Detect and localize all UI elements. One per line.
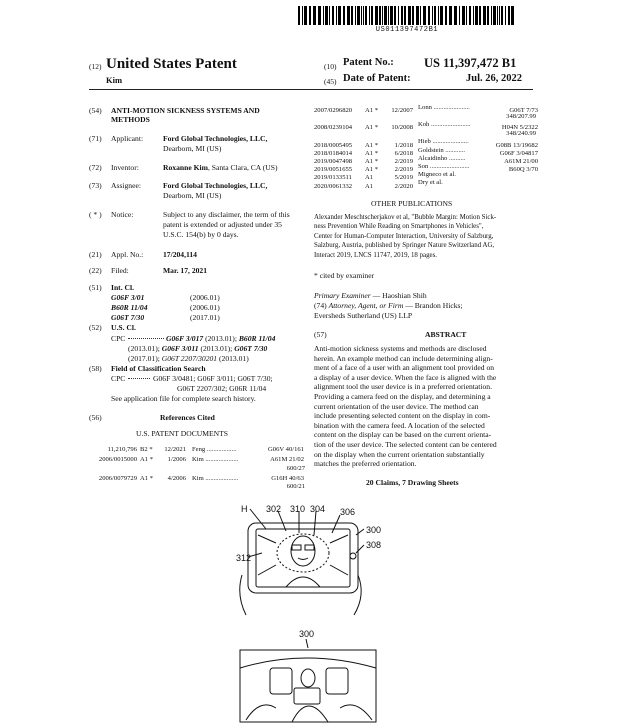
doc-name: Goldstein ............ xyxy=(418,146,466,154)
claims-summary: 20 Claims, 7 Drawing Sheets xyxy=(366,478,459,487)
barcode-bar xyxy=(401,6,403,25)
barcode-bar xyxy=(398,6,399,25)
intcl-label: Int. Cl. xyxy=(111,283,134,292)
cpc-class-c: G06F 3/011 xyxy=(161,344,199,353)
doc-kind: B2 * xyxy=(140,446,153,453)
barcode-bar xyxy=(338,6,341,25)
cpc-class-d: G06T 7/30 xyxy=(234,344,268,353)
intcl-ver-1: (2006.01) xyxy=(190,293,220,302)
field-label: Field of Classification Search xyxy=(111,364,206,373)
passenger-head xyxy=(301,669,315,687)
barcode-bar xyxy=(505,6,506,25)
applicant-loc: Dearborn, MI (US) xyxy=(163,144,222,153)
other-pub-line: Salzburg, Austria, published by Springer Nature Switzerland AG, xyxy=(314,242,495,250)
field-leader xyxy=(128,378,150,379)
barcode-bar xyxy=(351,6,353,25)
cpc-sep-c: (2013.01); xyxy=(198,344,235,353)
barcode-bar xyxy=(404,6,406,25)
other-pubs-label: OTHER PUBLICATIONS xyxy=(371,199,453,208)
date-label: Date of Patent: xyxy=(343,73,411,84)
doc-class: G06F 3/04817 xyxy=(499,149,538,157)
doc-number: 2006/0079729 xyxy=(98,474,137,482)
field-note: See application file for complete search history. xyxy=(111,394,256,403)
barcode-bar xyxy=(434,6,436,25)
other-pub-line: Alexander Meschtscherjakov et al, "Bubble Margin: Motion Sick- xyxy=(314,214,497,221)
user-face xyxy=(291,536,315,566)
device-display xyxy=(256,529,350,587)
doc-date: 5/2019 xyxy=(394,174,413,182)
doc-class-cont: 348/240.99 xyxy=(506,129,536,137)
barcode-bar xyxy=(445,6,447,25)
abstract-line: ment of a face of a user with an alignment tool provided on xyxy=(314,363,495,373)
inventor-location: , Santa Clara, CA (US) xyxy=(207,163,278,172)
label-h: H xyxy=(241,505,248,514)
appl-code: (21) xyxy=(89,250,102,259)
barcode-bar xyxy=(394,6,396,25)
doc-number: 2019/0133511 xyxy=(314,174,352,182)
leader-306 xyxy=(332,515,340,533)
doc-date: 12/2007 xyxy=(391,107,413,115)
barcode-bar xyxy=(313,6,316,25)
intcl-class-2: B60R 11/04 xyxy=(111,303,148,312)
label-300: 300 xyxy=(366,525,382,535)
fig2-hands xyxy=(246,705,372,720)
doc-class: A61M 21/00 xyxy=(504,158,538,165)
barcode-bar xyxy=(329,6,330,25)
user-mouth xyxy=(298,558,308,560)
doc-date: 2/2019 xyxy=(394,166,413,174)
barcode xyxy=(298,6,516,25)
barcode-bar xyxy=(473,6,474,25)
doc-number: 2006/0015000 xyxy=(98,456,137,464)
doc-kind: A1 * xyxy=(140,474,154,482)
abstract-line: herein. An example method can include determining align- xyxy=(314,353,493,363)
doc-kind: A1 * xyxy=(365,141,379,149)
cpc-class-b: B60R 11/04 xyxy=(238,334,276,343)
fig2-leader xyxy=(306,639,308,648)
filed-label: Filed: xyxy=(111,266,129,275)
inventor-label: Inventor: xyxy=(111,163,139,172)
doc-date: 10/2008 xyxy=(391,124,413,132)
barcode-bar xyxy=(388,6,389,25)
doc-kind: A1 * xyxy=(365,158,379,165)
doc-class: H04N 5/2322 xyxy=(501,124,538,132)
intcl-class-3: G06T 7/30 xyxy=(111,313,145,322)
barcode-bar xyxy=(298,6,300,25)
assignee-loc: Dearborn, MI (US) xyxy=(163,191,222,200)
patent-country-title: United States Patent xyxy=(106,56,237,72)
fig2-label-300: 300 xyxy=(299,629,315,639)
barcode-bar xyxy=(336,6,337,25)
label-310: 310 xyxy=(290,505,306,514)
doc-class: G06T 7/73 xyxy=(509,107,538,115)
doc-class-cont: 600/21 xyxy=(286,483,305,491)
barcode-bar xyxy=(491,6,492,25)
abstract-line: current orientation of the user device. The method can xyxy=(314,401,479,411)
applicant-code: (71) xyxy=(89,134,102,143)
abstract-text xyxy=(314,344,536,469)
barcode-bar xyxy=(390,6,393,25)
barcode-bar xyxy=(323,6,324,25)
intcl-class-1: G06F 3/01 xyxy=(111,293,145,302)
appl-number: 17/204,114 xyxy=(163,250,197,259)
attorney xyxy=(314,301,463,311)
doc-kind: A1 xyxy=(365,182,374,190)
barcode-bar xyxy=(487,6,489,25)
table-row xyxy=(314,179,536,190)
filed-code: (22) xyxy=(89,266,102,275)
barcode-bar xyxy=(375,6,378,25)
assignee-code: (73) xyxy=(89,181,102,190)
leader-308 xyxy=(356,545,364,553)
doc-date: 2/2019 xyxy=(394,158,413,165)
notice-line3: U.S.C. 154(b) by 0 days. xyxy=(163,230,239,239)
code-45: (45) xyxy=(324,77,337,86)
doc-name: Hieb ...................... xyxy=(418,138,469,146)
barcode-bar xyxy=(428,6,430,25)
label-306: 306 xyxy=(340,507,356,517)
uscl-label: U.S. Cl. xyxy=(111,323,136,332)
usdocs-label: U.S. PATENT DOCUMENTS xyxy=(136,429,228,438)
barcode-bar xyxy=(379,6,381,25)
doc-class: G06V 40/161 xyxy=(268,446,304,453)
doc-date: 2/2020 xyxy=(394,182,413,190)
leader-302 xyxy=(278,511,286,531)
doc-name: Koh ........................ xyxy=(418,121,471,129)
doc-name: Dry et al. xyxy=(418,179,443,187)
attorney-firm: Eversheds Sutherland (US) LLP xyxy=(314,311,413,320)
barcode-bar xyxy=(459,6,460,25)
patent-no-label: Patent No.: xyxy=(343,57,394,68)
field-cpc-label: CPC xyxy=(111,374,126,383)
doc-name: Kim .................... xyxy=(192,456,239,464)
barcode-bar xyxy=(304,6,307,25)
invention-title-line2: METHODS xyxy=(111,115,150,124)
leader-h xyxy=(250,509,266,529)
barcode-bar xyxy=(511,6,514,25)
other-pubs xyxy=(314,213,496,260)
applicant-name: Ford Global Technologies, LLC, xyxy=(163,134,268,143)
device-camera xyxy=(350,553,356,559)
field-line2: G06T 2207/302; G06R 11/04 xyxy=(177,384,267,393)
doc-number: 2019/0047498 xyxy=(314,158,353,165)
cpc-sep-d: (2017.01); xyxy=(128,354,162,363)
primary-examiner-name: — Haoshian Shih xyxy=(370,291,427,300)
doc-class-cont: 600/27 xyxy=(286,464,305,472)
doc-date: 12/2021 xyxy=(164,446,186,453)
abstract-line: a display of a user device. When the face is aligned with the xyxy=(314,372,497,382)
doc-number: 2018/0005495 xyxy=(314,141,353,149)
refs-label: References Cited xyxy=(160,413,215,422)
barcode-bar xyxy=(309,6,311,25)
cpc-class-a: G06F 3/017 xyxy=(166,334,204,343)
doc-number: 2007/0296820 xyxy=(314,107,353,115)
filed-date: Mar. 17, 2021 xyxy=(163,266,208,275)
doc-class: G08B 13/19682 xyxy=(495,141,538,149)
vehicle-interior-frame xyxy=(240,650,376,722)
user-shoulders xyxy=(286,577,320,587)
barcode-bar xyxy=(355,6,356,25)
patent-date: Jul. 26, 2022 xyxy=(466,73,523,84)
barcode-bar xyxy=(416,6,419,25)
refs-code: (56) xyxy=(89,413,102,422)
label-302: 302 xyxy=(266,505,282,514)
doc-number: 2019/0051655 xyxy=(314,166,353,174)
field-code: (58) xyxy=(89,364,102,373)
barcode-bar xyxy=(347,6,350,25)
cpc-sep-b: (2013.01); xyxy=(128,344,162,353)
doc-name: Feng .................. xyxy=(192,446,237,453)
intcl-ver-2: (2006.01) xyxy=(190,303,220,312)
table-row xyxy=(89,456,305,464)
abstract-label: ABSTRACT xyxy=(425,330,467,339)
doc-number: 2020/0061332 xyxy=(314,182,353,190)
windshield-line xyxy=(240,658,376,668)
invention-title-line1: ANTI-MOTION SICKNESS SYSTEMS AND xyxy=(111,106,260,115)
primary-examiner xyxy=(314,291,427,301)
barcode-bar xyxy=(357,6,360,25)
doc-kind: A1 * xyxy=(140,456,154,464)
label-308: 308 xyxy=(366,540,382,550)
barcode-bar xyxy=(325,6,328,25)
barcode-bar xyxy=(412,6,414,25)
doc-date: 1/2006 xyxy=(167,456,186,464)
barcode-bar xyxy=(501,6,503,25)
attorney-code: (74) xyxy=(314,301,327,310)
barcode-bar xyxy=(449,6,452,25)
cpc-label: CPC xyxy=(111,334,126,343)
cpc-line2 xyxy=(128,344,267,354)
attorney-name: — Brandon Hicks; xyxy=(403,301,463,310)
intcl-code: (51) xyxy=(89,283,102,292)
cited-by-examiner: * cited by examiner xyxy=(314,271,375,280)
barcode-bar xyxy=(361,6,362,25)
barcode-bar xyxy=(318,6,321,25)
primary-examiner-label: Primary Examiner xyxy=(314,291,371,300)
abstract-line: tion of the user device. The selected content can be centered xyxy=(314,439,497,449)
barcode-bar xyxy=(475,6,478,25)
doc-class: A61M 21/02 xyxy=(270,456,304,464)
doc-date: 4/2006 xyxy=(167,474,186,482)
barcode-bar xyxy=(302,6,303,25)
barcode-bar xyxy=(432,6,433,25)
doc-name: Kim .................... xyxy=(192,474,239,482)
doc-date: 6/2018 xyxy=(394,149,413,157)
doc-kind: A1 * xyxy=(365,107,379,115)
barcode-bar xyxy=(454,6,457,25)
second-figure xyxy=(236,628,386,724)
label-304: 304 xyxy=(310,505,326,514)
barcode-bar xyxy=(469,6,471,25)
doc-kind: A1 * xyxy=(365,124,379,132)
intcl-ver-3: (2017.01) xyxy=(190,313,220,322)
barcode-bar xyxy=(497,6,498,25)
barcode-bar xyxy=(343,6,345,25)
uscl-code: (52) xyxy=(89,323,102,332)
left-hand-outline xyxy=(240,575,246,615)
leader-300 xyxy=(356,529,364,535)
barcode-bar xyxy=(423,6,426,25)
inventor-code: (72) xyxy=(89,163,102,172)
abstract-line: matches the preferred orientation. xyxy=(314,459,417,469)
barcode-bar xyxy=(384,6,387,25)
cpc-line3 xyxy=(128,354,249,364)
seat-right xyxy=(326,668,348,694)
scene-lines xyxy=(258,535,348,575)
barcode-bar xyxy=(408,6,411,25)
code-10: (10) xyxy=(324,62,337,71)
doc-number: 11,210,796 xyxy=(107,446,137,453)
abstract-line: content on the display can be based on the current orienta- xyxy=(314,430,492,440)
assignee-label: Assignee: xyxy=(111,181,141,190)
cpc-leader xyxy=(128,338,164,339)
field-line1: G06F 3/0481; G06F 3/011; G06T 7/30; xyxy=(153,374,273,383)
seat-left xyxy=(270,668,292,694)
abstract-line: Providing a camera feed on the display, and determining a xyxy=(314,391,491,401)
doc-kind: A1 * xyxy=(365,149,379,157)
barcode-bar xyxy=(365,6,367,25)
abstract-code: (57) xyxy=(314,330,327,339)
attorney-label: Attorney, Agent, or Firm xyxy=(328,301,404,310)
doc-name: Alcaidinho .......... xyxy=(418,154,466,162)
inventor-surname: Kim xyxy=(106,75,123,85)
barcode-bar xyxy=(438,6,439,25)
assignee-name: Ford Global Technologies, LLC, xyxy=(163,181,268,190)
barcode-bar xyxy=(508,6,510,25)
barcode-bar xyxy=(466,6,467,25)
doc-class-cont: 348/207.99 xyxy=(506,112,536,120)
barcode-bar xyxy=(369,6,370,25)
notice-line2: patent is extended or adjusted under 35 xyxy=(163,220,282,229)
glasses-left xyxy=(292,545,301,550)
barcode-bar xyxy=(440,6,443,25)
barcode-bar xyxy=(479,6,481,25)
title-code: (54) xyxy=(89,106,102,115)
inventor-name: Roxanne Kim xyxy=(163,163,208,172)
passenger-body xyxy=(292,706,328,722)
barcode-bar xyxy=(499,6,500,25)
doc-name: Lonn ...................... xyxy=(418,104,470,111)
table-row xyxy=(89,475,305,483)
notice-line1: Subject to any disclaimer, the term of this xyxy=(163,210,290,219)
other-pub-line: ness Prevention While Reading on Smartphones in Vehicles", xyxy=(314,223,484,231)
barcode-bar xyxy=(420,6,421,25)
doc-number: 2008/0239104 xyxy=(314,124,353,132)
barcode-bar xyxy=(462,6,465,25)
doc-class: B60Q 3/70 xyxy=(508,166,538,174)
barcode-bar xyxy=(382,6,383,25)
patent-no: US 11,397,472 B1 xyxy=(424,56,517,70)
cpc-class-e: G06T 2207/30201 xyxy=(161,354,218,363)
doc-date: 1/2018 xyxy=(394,141,413,149)
label-312: 312 xyxy=(236,553,252,563)
front-page-figure xyxy=(236,505,386,625)
barcode-bar xyxy=(493,6,496,25)
inventor-value xyxy=(163,163,278,173)
doc-name: Son ........................ xyxy=(418,163,470,170)
barcode-number: US011397472B1 xyxy=(375,26,439,34)
abstract-line: on the display when the current orientation substantially xyxy=(314,449,485,459)
doc-class: G16H 40/63 xyxy=(271,474,304,482)
cpc-line1 xyxy=(166,334,275,344)
barcode-bar xyxy=(332,6,334,25)
barcode-bar xyxy=(371,6,373,25)
other-pub-line: Center for Human-Computer Interaction, University of Salzburg, xyxy=(314,232,494,240)
doc-name: Migneco et al. xyxy=(418,171,456,179)
other-pub-line: Interact 2019, LNCS 11747, 2019, 18 pages. xyxy=(314,251,437,259)
table-row xyxy=(89,446,305,454)
barcode-bar xyxy=(363,6,364,25)
code-12: (12) xyxy=(89,62,102,71)
cpc-sep-e: (2013.01) xyxy=(217,354,249,363)
doc-number: 2018/0184014 xyxy=(314,149,353,157)
cpc-sep-a: (2013.01); xyxy=(203,334,239,343)
abstract-line: Anti-motion sickness systems and methods are disclosed xyxy=(314,344,487,353)
applicant-label: Applicant: xyxy=(111,134,144,143)
appl-label: Appl. No.: xyxy=(111,250,144,259)
doc-kind: A1 * xyxy=(365,166,379,174)
notice-code: ( * ) xyxy=(89,210,102,219)
glasses-right xyxy=(305,545,314,550)
abstract-line: include presenting selected content on the display in com- xyxy=(314,411,491,421)
abstract-line: bination with the camera feed. A location of the selected xyxy=(314,420,485,430)
barcode-bar xyxy=(483,6,486,25)
notice-label: Notice: xyxy=(111,210,134,219)
fig2-device xyxy=(294,688,320,704)
doc-kind: A1 xyxy=(365,174,374,182)
header-rule xyxy=(89,89,533,90)
abstract-line: alignment tool the user device is in a preferred orientation. xyxy=(314,382,492,392)
